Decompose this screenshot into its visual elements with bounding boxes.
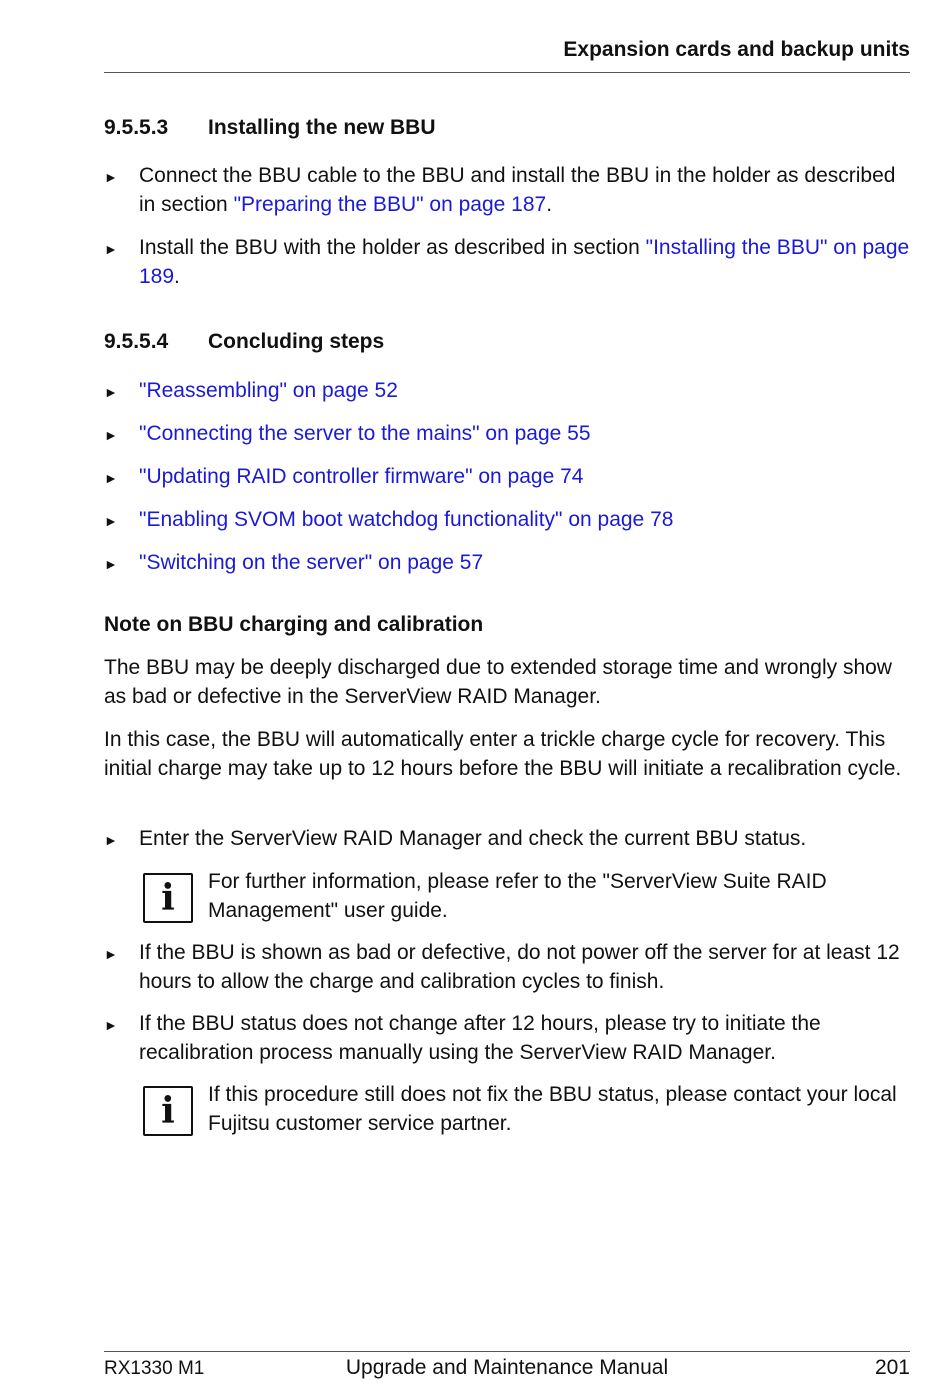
header-rule	[104, 72, 910, 73]
link-updating-raid[interactable]: "Updating RAID controller firmware" on page 74	[139, 465, 584, 488]
bullet-arrow-icon: ►	[104, 1017, 118, 1033]
section-title: Installing the new BBU	[208, 116, 436, 139]
info-note-2: If this procedure still does not fix the BBU status, please contact your local Fujitsu customer service partner.	[208, 1083, 897, 1135]
step-text: Enter the ServerView RAID Manager and check the current BBU status.	[139, 827, 807, 850]
running-header: Expansion cards and backup units	[563, 38, 910, 61]
section-title: Concluding steps	[208, 330, 385, 353]
link-installing-bbu[interactable]: "Installing the BBU" on page 189	[139, 236, 910, 288]
bullet-arrow-icon: ►	[104, 470, 118, 486]
footer-manual-title: Upgrade and Maintenance Manual	[345, 1356, 669, 1379]
step-text: If the BBU status does not change after 12 hours, please try to initiate the recalibration process manually using the ServerView RAID Manager.	[139, 1012, 821, 1064]
footer-model: RX1330 M1	[104, 1358, 205, 1379]
bullet-arrow-icon: ►	[104, 427, 118, 443]
section-heading-concluding	[104, 330, 384, 354]
link-switching-on[interactable]: "Switching on the server" on page 57	[139, 551, 484, 574]
step-text: Connect the BBU cable to the BBU and install the BBU in the holder as described in section	[139, 164, 896, 216]
bullet-arrow-icon: ►	[104, 513, 118, 529]
bullet-arrow-icon: ►	[104, 946, 118, 962]
bullet-arrow-icon: ►	[104, 832, 118, 848]
info-icon: i	[143, 1086, 193, 1136]
section-number: 9.5.5.3	[104, 116, 169, 139]
bullet-arrow-icon: ►	[104, 241, 118, 257]
section-heading-installing	[104, 116, 436, 140]
note-paragraph-1: The BBU may be deeply discharged due to extended storage time and wrongly show as bad or defective in the ServerView RAID Manager.	[104, 656, 892, 708]
info-icon: i	[143, 873, 193, 923]
note-heading: Note on BBU charging and calibration	[104, 613, 484, 636]
page-number: 201	[874, 1356, 910, 1379]
step-punct: .	[174, 264, 180, 288]
bullet-arrow-icon: ►	[104, 169, 118, 185]
step-text: If the BBU is shown as bad or defective, do not power off the server for at least 12 hours to allow the charge and calibration cycles to finish.	[139, 941, 900, 993]
footer-rule	[104, 1351, 910, 1352]
bullet-arrow-icon: ►	[104, 384, 118, 400]
info-note-1: For further information, please refer to the "ServerView Suite RAID Management" user guide.	[208, 870, 827, 922]
note-paragraph-2: In this case, the BBU will automatically enter a trickle charge cycle for recovery. This initial charge may take up to 12 hours before the BBU will initiate a recalibration cycle.	[104, 728, 902, 780]
section-number: 9.5.5.4	[104, 330, 169, 353]
step-punct: .	[546, 192, 553, 216]
step-text: Install the BBU with the holder as described in section	[139, 236, 646, 259]
link-preparing-bbu[interactable]: "Preparing the BBU" on page 187	[233, 192, 547, 216]
link-reassembling[interactable]: "Reassembling" on page 52	[139, 379, 398, 402]
link-connecting-mains[interactable]: "Connecting the server to the mains" on page 55	[139, 422, 591, 445]
bullet-arrow-icon: ►	[104, 556, 118, 572]
link-enabling-svom[interactable]: "Enabling SVOM boot watchdog functionality" on page 78	[139, 508, 674, 531]
